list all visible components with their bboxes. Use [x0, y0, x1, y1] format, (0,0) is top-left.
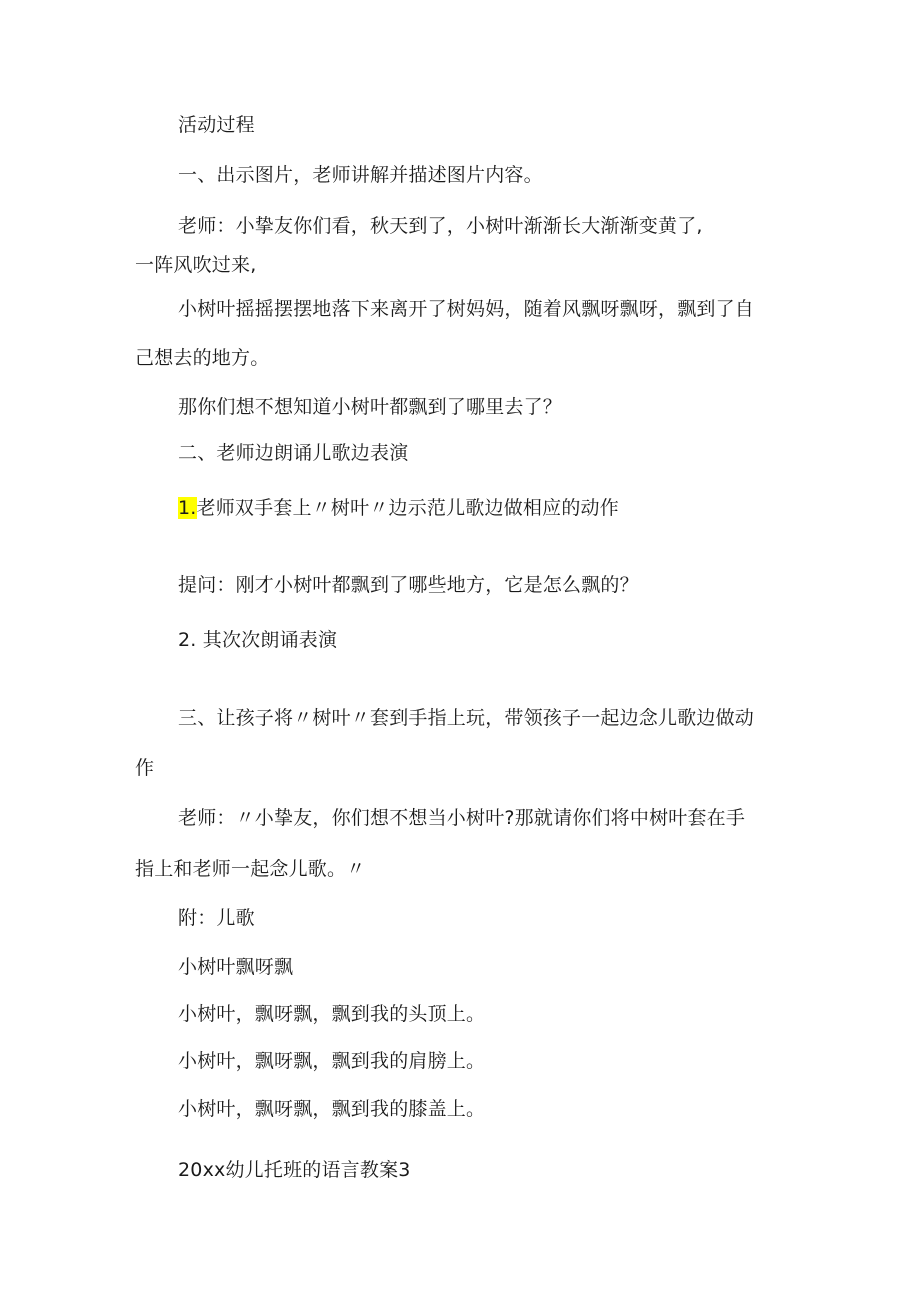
teacher-line-1: 老师：小挚友你们看，秋天到了，小树叶渐渐长大渐渐变黄了, [178, 215, 703, 237]
song-line-3: 小树叶，飘呀飘，飘到我的膝盖上。 [178, 1098, 486, 1120]
song-line-2: 小树叶，飘呀飘，飘到我的肩膀上。 [178, 1050, 486, 1072]
song-title: 小树叶飘呀飘 [178, 956, 294, 978]
item-1-text: 老师双手套上〃树叶〃边示范儿歌边做相应的动作 [196, 497, 619, 519]
question-1: 那你们想不想知道小树叶都飘到了哪里去了？ [178, 396, 563, 418]
item-2: 2. 其次次朗诵表演 [178, 629, 338, 651]
teacher-line-1-continued: 一阵风吹过来, [135, 254, 257, 276]
step3-title: 三、让孩子将〃树叶〃套到手指上玩，带领孩子一起边念儿歌边做动 [178, 707, 755, 729]
teacher-line-2: 老师：〃小挚友，你们想不想当小树叶?那就请你们将中树叶套在手 [178, 807, 746, 829]
next-section-title: 20xx幼儿托班的语言教案3 [178, 1159, 411, 1181]
item-1-number-highlight: 1. [178, 497, 197, 519]
leaf-line-1-continued: 己想去的地方。 [135, 347, 270, 369]
step2-title: 二、老师边朗诵儿歌边表演 [178, 442, 409, 464]
song-line-1: 小树叶，飘呀飘，飘到我的头顶上。 [178, 1003, 486, 1025]
appendix-label: 附：儿歌 [178, 907, 255, 929]
step3-continued: 作 [135, 757, 155, 779]
step1-title: 一、出示图片，老师讲解并描述图片内容。 [178, 164, 543, 186]
question-2: 提问：刚才小树叶都飘到了哪些地方，它是怎么飘的？ [178, 574, 639, 596]
activity-heading: 活动过程 [178, 114, 255, 136]
teacher-line-2-continued: 指上和老师一起念儿歌。〃 [135, 858, 366, 880]
item-1 [178, 496, 619, 520]
leaf-line-1: 小树叶摇摇摆摆地落下来离开了树妈妈，随着风飘呀飘呀，飘到了自 [178, 298, 755, 320]
